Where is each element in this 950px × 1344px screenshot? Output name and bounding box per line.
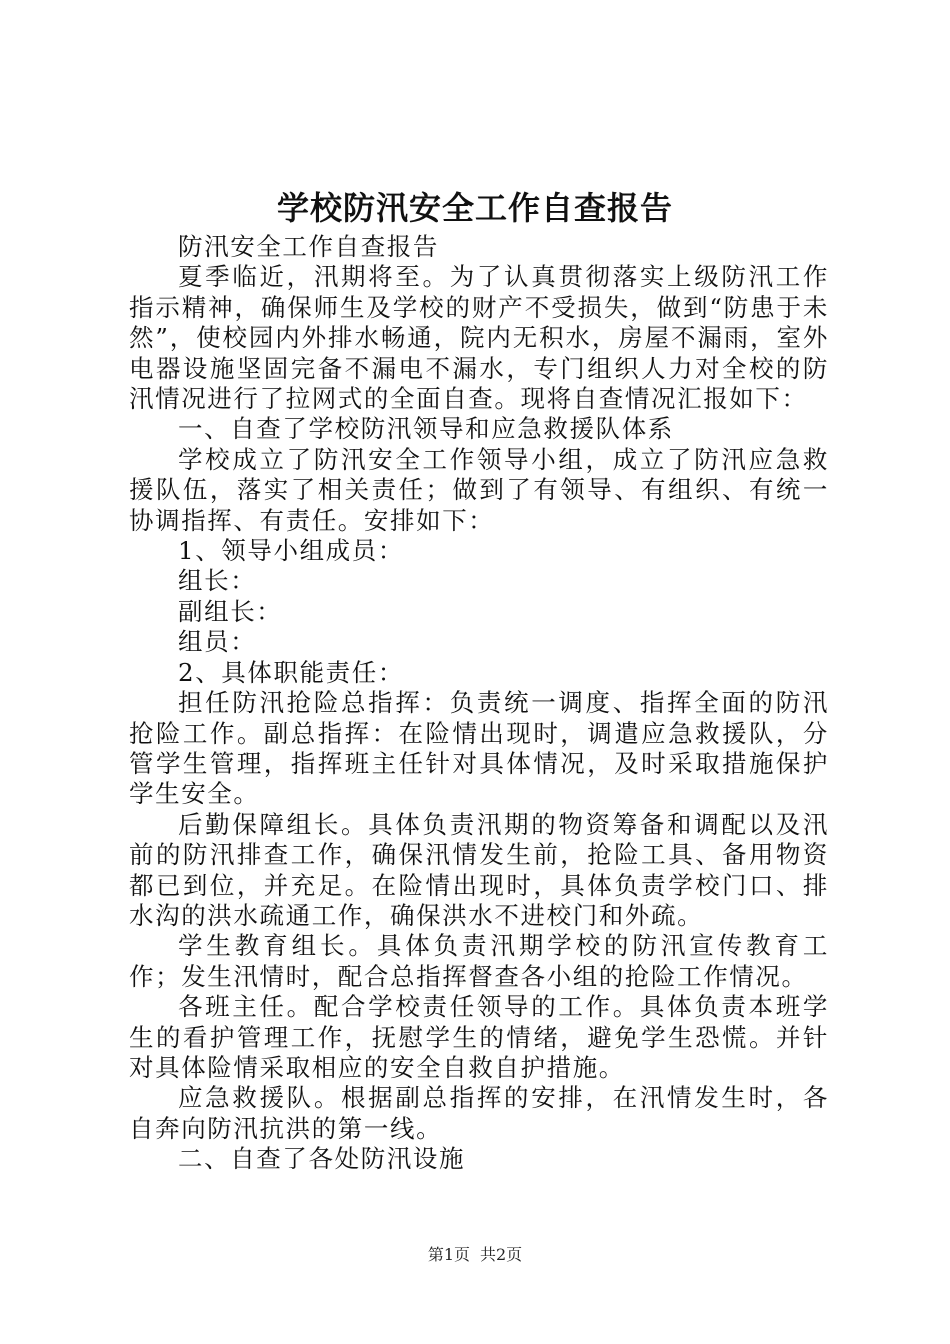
paragraph-organization: 学校成立了防汛安全工作领导小组，成立了防汛应急救援队伍，落实了相关责任；做到了有领导、有组织、有统一协调指挥、有责任。安排如下： [129, 444, 829, 535]
paragraph-education: 学生教育组长。具体负责汛期学校的防汛宣传教育工作；发生汛情时，配合总指挥督查各小组的抢险工作情况。 [129, 931, 829, 991]
paragraph-intro: 夏季临近，汛期将至。为了认真贯彻落实上级防汛工作指示精神，确保师生及学校的财产不受损失，做到“防患于未然”，使校园内外排水畅通，院内无积水，房屋不漏雨，室外电器设施坚固完备不漏电不漏水，专门组织人力对全校的防汛情况进行了拉网式的全面自查。现将自查情况汇报如下： [129, 262, 829, 414]
list-item-leaders: 1、领导小组成员： [178, 536, 404, 566]
document-body [129, 232, 829, 1175]
paragraph-subtitle: 防汛安全工作自查报告 [178, 232, 439, 261]
page-total: 共2页 [480, 1245, 523, 1264]
field-deputy-leader: 副组长： [178, 596, 283, 626]
section-heading-2: 二、自查了各处防汛设施 [178, 1144, 466, 1174]
list-item-duties: 2、具体职能责任： [178, 657, 404, 687]
field-team-leader: 组长： [178, 566, 257, 596]
field-members: 组员： [178, 627, 257, 657]
page-number: 第1页 [427, 1245, 470, 1264]
paragraph-logistics: 后勤保障组长。具体负责汛期的物资筹备和调配以及汛前的防汛排查工作，确保汛情发生前，抢险工具、备用物资都已到位，并充足。在险情出现时，具体负责学校门口、排水沟的洪水疏通工作，确保洪水不进校门和外疏。 [129, 809, 829, 930]
paragraph-class-teachers: 各班主任。配合学校责任领导的工作。具体负责本班学生的看护管理工作，抚慰学生的情绪，避免学生恐慌。并针对具体险情采取相应的安全自救自护措施。 [129, 992, 829, 1082]
page-footer [0, 1244, 950, 1266]
document-title: 学校防汛安全工作自查报告 [276, 189, 673, 227]
section-heading-1: 一、自查了学校防汛领导和应急救援队体系 [178, 414, 674, 444]
paragraph-commander: 担任防汛抢险总指挥：负责统一调度、指挥全面的防汛抢险工作。副总指挥：在险情出现时，调遣应急救援队，分管学生管理，指挥班主任针对具体情况，及时采取措施保护学生安全。 [129, 688, 829, 809]
paragraph-rescue-team: 应急救援队。根据副总指挥的安排，在汛情发生时，各自奔向防汛抗洪的第一线。 [129, 1083, 829, 1143]
